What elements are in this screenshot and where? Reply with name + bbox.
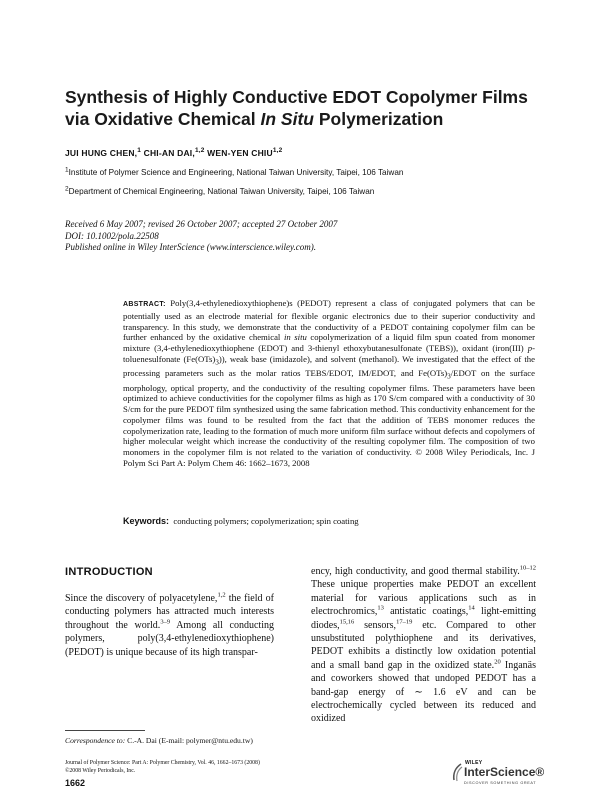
affiliation-1: $^1$Institute of Polymer Science and Engineering, National Taiwan University, Taipei, 106 Taiwan bbox=[65, 166, 404, 177]
journal-info: Journal of Polymer Science: Part A: Polymer Chemistry, Vol. 46, 1662–1673 (2008) ©2008 Wiley Periodicals, Inc. bbox=[65, 760, 260, 774]
author-list: JUI HUNG CHEN,$^1$ CHI-AN DAI,$^{1,2}$ WEN-YEN CHIU$^{1,2}$ bbox=[65, 147, 283, 158]
keywords: Keywords: conducting polymers; copolymerization; spin coating bbox=[123, 516, 359, 526]
interscience-mark-icon bbox=[452, 762, 463, 782]
footnote-divider bbox=[65, 730, 145, 731]
intro-column-2: ency, high conductivity, and good thermal stability.$^{10-12}$ These unique properties make PEDOT an excellent material for various applications such as in electrochromics,$^{13}$ antistatic coatings,$^{14}$ light-emitting diodes,$^{15,16}$ sensors,$^{17-19}$ etc. Compared to other unsubstituted polythiophene and its derivatives, PEDOT exhibits a distinctly low oxidation potential and a small band gap in the oxidized state.$^{20}$ Inganäs and coworkers showed that undoped PEDOT has a band-gap energy of ∼ 1.6 eV and can be electrochemically cycled between its reduced and oxidized bbox=[311, 564, 536, 725]
author-1: JUI HUNG CHEN, bbox=[65, 148, 138, 158]
affiliation-2: $^2$Department of Chemical Engineering, National Taiwan University, Taipei, 106 Taiwan bbox=[65, 185, 375, 196]
publication-dates: Received 6 May 2007; revised 26 October 2007; accepted 27 October 2007 DOI: 10.1002/pola.22508 Published online in Wiley InterScience (www.interscience.wiley.com). bbox=[65, 219, 338, 252]
section-heading-introduction: INTRODUCTION bbox=[65, 566, 153, 578]
abstract: ABSTRACT: Poly(3,4-ethylenedioxythiophene)s (PEDOT) represent a class of conjugated polymers that can be potentially used as an electrode material for flexible organic electronics due to their superior conductivity and transparency. In this study, we demonstrate that the conductivity of a PEDOT containing copolymer film can be further enhanced by the oxidative chemical in situ copolymerization of a liquid film spun coated from monomer mixture (3,4-ethylenedioxythiophene (EDOT) and 3-thienyl ethoxybutanesulfonate (TEBS)), oxidant (iron(III) p-toluenesulfonate $(Fe(OTs)_3)$), weak base (imidazole), and solvent (methanol). We investigated that the effect of the processing parameters such as the molar ratios TEBS/EDOT, IM/EDOT, and $Fe(OTs)_3$/EDOT on the surface morphology, optical property, and the conductivity of the resulting copolymer films. These parameters have been optimized to achieve conductivities for the copolymer films as high as 170 S/cm compared with a conductivity of 30 S/cm for the pure PEDOT film synthesized using the same fabrication method. This conductivity enhancement for the copolymer films was found to be resulted from the fact that the addition of TEBS monomer reduces the copolymerization rate, leading to the formation of much more uniform film surface without defects and copolymers of higher molecular weight which increase the conductivity of the resulting copolymer film. The composition of two monomers in the copolymer film is not related to the variation of conductivity. © 2008 Wiley Periodicals, Inc. J Polym Sci Part A: Polym Chem 46: 1662–1673, 2008 bbox=[123, 298, 536, 468]
paper-title bbox=[65, 86, 545, 130]
abstract-label: ABSTRACT: bbox=[123, 301, 166, 308]
intro-column-1: Since the discovery of polyacetylene,$^{1,2}$ the field of conducting polymers has attracted much interests throughout the world.$^{3-9}$ Among all conducting polymers, poly(3,4-ethylenedioxythiophene) (PEDOT) is unique because of its high transpar- bbox=[65, 591, 275, 658]
keywords-label: Keywords: bbox=[123, 516, 170, 526]
wiley-interscience-logo: WILEY InterScience® DISCOVER SOMETHING GREAT bbox=[452, 760, 548, 788]
title-line-2: via Oxidative Chemical In Situ Polymerization bbox=[65, 109, 444, 129]
title-line-1: Synthesis of Highly Conductive EDOT Copolymer Films bbox=[65, 87, 528, 107]
page-number: 1662 bbox=[65, 778, 86, 788]
author-3: WEN-YEN CHIU bbox=[204, 148, 273, 158]
author-2: CHI-AN DAI, bbox=[141, 148, 195, 158]
correspondence-note: Correspondence to: C.-A. Dai (E-mail: polymer@ntu.edu.tw) bbox=[65, 736, 253, 745]
